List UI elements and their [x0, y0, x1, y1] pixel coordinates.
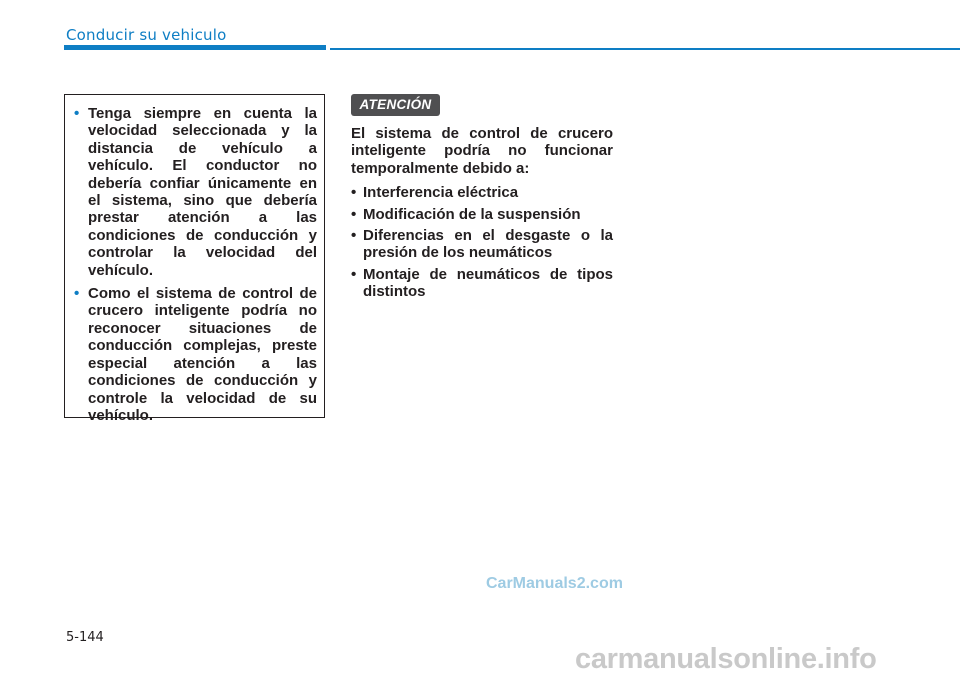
- header-rule-thin: [330, 48, 960, 50]
- attention-badge: ATENCIÓN: [351, 94, 440, 116]
- header-rule-thick: [64, 45, 326, 50]
- bullet-icon: •: [74, 105, 80, 122]
- bullet-icon: •: [74, 285, 80, 303]
- attention-item-text: Modificación de la suspensión: [363, 205, 581, 223]
- attention-section: [351, 125, 613, 305]
- bullet-icon: •: [351, 205, 357, 223]
- warning-item-text: Tenga siempre en cuenta la velocidad seleccionada y la distancia de vehículo a vehículo. El conductor no debería confiar únicamente en el sistema, sino que debería prestar atención a las condiciones de conducción y controlar la velocidad del vehículo.: [88, 105, 317, 279]
- bullet-icon: •: [351, 227, 357, 245]
- attention-item: [351, 206, 613, 223]
- watermark-text: carmanualsonline.info: [575, 643, 877, 675]
- section-title: Conducir su vehiculo: [66, 26, 227, 44]
- attention-intro: El sistema de control de crucero inteligente podría no funcionar temporalmente debido a:: [351, 125, 613, 177]
- attention-item: [351, 184, 613, 201]
- bullet-icon: •: [351, 265, 357, 283]
- warning-item: [74, 105, 317, 279]
- watermark-link[interactable]: CarManuals2.com: [486, 575, 623, 592]
- warning-item-text: Como el sistema de control de crucero inteligente podría no reconocer situaciones de conducción complejas, preste especial atención a las condiciones de conducción y controle la velocidad de su vehículo.: [88, 285, 317, 424]
- warning-box: [64, 94, 325, 424]
- page-number: 5-144: [66, 630, 104, 645]
- attention-item-text: Montaje de neumáticos de tipos distintos: [363, 265, 613, 301]
- attention-item: [351, 227, 613, 262]
- attention-item-text: Interferencia eléctrica: [363, 184, 519, 202]
- warning-item: [74, 285, 317, 424]
- bullet-icon: •: [351, 184, 357, 202]
- attention-item-text: Diferencias en el desgaste o la presión de los neumáticos: [363, 227, 613, 262]
- attention-item: [351, 266, 613, 301]
